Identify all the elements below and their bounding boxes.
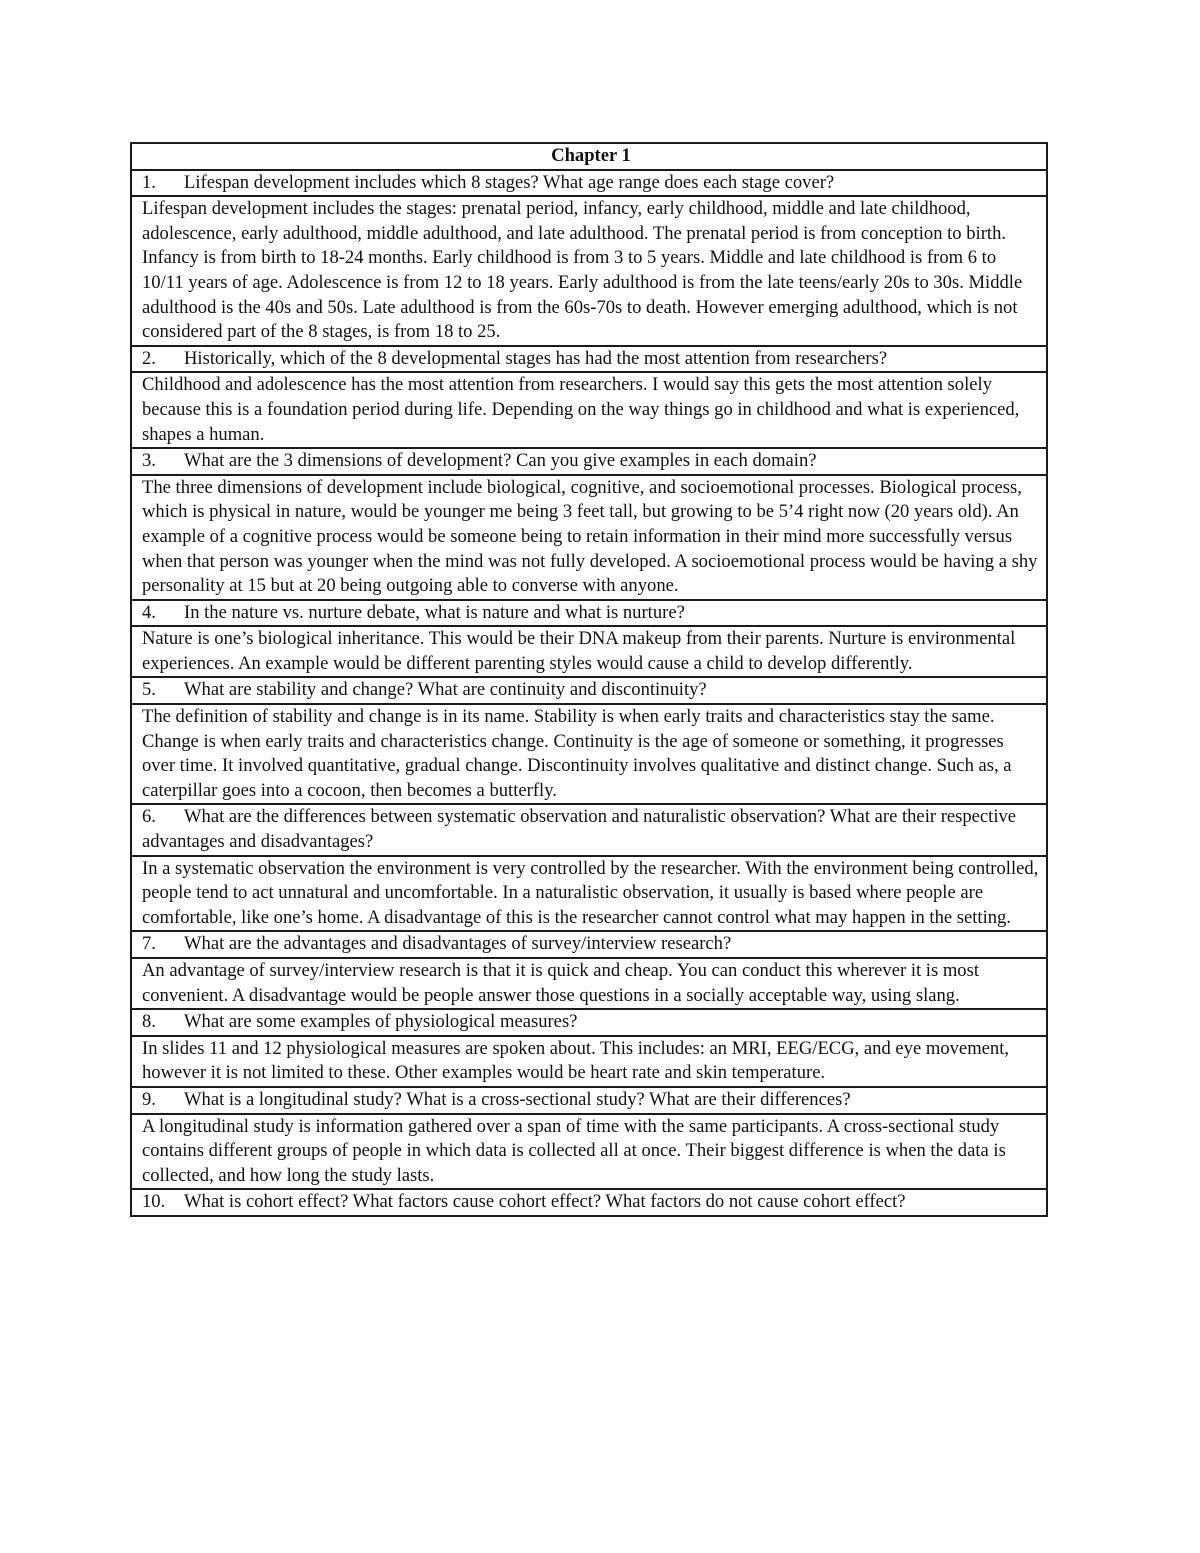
question-row [131, 1009, 1047, 1036]
question-answer-table [130, 142, 1048, 1217]
answer-text: Nature is one’s biological inheritance. This would be their DNA makeup from their parents. Nurture is environmental experiences. An example would be different parenting styles would cause a child to develop differently. [131, 626, 1047, 677]
question-number: 9. [142, 1088, 156, 1110]
question-text: What is a longitudinal study? What is a cross-sectional study? What are their differences? [184, 1088, 851, 1110]
question-text: What are the advantages and disadvantages of survey/interview research? [184, 933, 732, 955]
answer-row [131, 856, 1047, 932]
answer-row [131, 1036, 1047, 1087]
answer-text: An advantage of survey/interview research is that it is quick and cheap. You can conduct this wherever it is most convenient. A disadvantage would be people answer those questions in a socially acceptable way, using slang. [131, 958, 1047, 1009]
question-number: 4. [142, 601, 156, 623]
answer-row [131, 196, 1047, 346]
question-row [131, 931, 1047, 958]
question-number: 5. [142, 679, 156, 701]
question-number: 8. [142, 1011, 156, 1033]
question-row [131, 1189, 1047, 1216]
question-row [131, 170, 1047, 197]
question-text: Lifespan development includes which 8 stages? What age range does each stage cover? [184, 171, 835, 193]
question-text: What is cohort effect? What factors cause cohort effect? What factors do not cause cohort effect? [184, 1191, 906, 1213]
question-row [131, 600, 1047, 627]
question-row [131, 346, 1047, 373]
title-row [131, 143, 1047, 170]
question-text: What are the 3 dimensions of development? Can you give examples in each domain? [184, 450, 817, 472]
question-text: Historically, which of the 8 developmental stages has had the most attention from researchers? [184, 347, 888, 369]
question-row [131, 1087, 1047, 1114]
answer-text: Childhood and adolescence has the most attention from researchers. I would say this gets the most attention solely because this is a foundation period during life. Depending on the way things go in childhood and what is experienced, shapes a human. [131, 372, 1047, 448]
chapter-title: Chapter 1 [131, 143, 1047, 170]
question-number: 1. [142, 171, 156, 193]
answer-row [131, 475, 1047, 600]
question-row [131, 448, 1047, 475]
question-number: 7. [142, 933, 156, 955]
question-number: 10. [142, 1191, 166, 1213]
answer-text: In a systematic observation the environment is very controlled by the researcher. With the environment being controlled, people tend to act unnatural and uncomfortable. In a naturalistic observation, it usually is based where people are comfortable, like one’s home. A disadvantage of this is the researcher cannot control what may happen in the setting. [131, 856, 1047, 932]
question-number: 3. [142, 450, 156, 472]
question-number: 2. [142, 347, 156, 369]
question-row [131, 677, 1047, 704]
answer-text: In slides 11 and 12 physiological measures are spoken about. This includes: an MRI, EEG/ECG, and eye movement, however it is not limited to these. Other examples would be heart rate and skin temperature. [131, 1036, 1047, 1087]
answer-row [131, 704, 1047, 804]
answer-row [131, 958, 1047, 1009]
question-row [131, 804, 1047, 855]
question-text: What are some examples of physiological measures? [184, 1011, 578, 1033]
answer-text: The three dimensions of development include biological, cognitive, and socioemotional processes. Biological process, which is physical in nature, would be younger me being 3 feet tall, but growing to be 5’4 right now (20 years old). An example of a cognitive process would be someone being to retain information in their mind more successfully versus when that person was younger when the mind was not fully developed. A socioemotional process would be having a shy personality at 15 but at 20 being outgoing able to converse with anyone. [131, 475, 1047, 600]
question-text: In the nature vs. nurture debate, what is nature and what is nurture? [184, 601, 685, 623]
answer-text: Lifespan development includes the stages: prenatal period, infancy, early childhood, middle and late childhood, adolescence, early adulthood, middle adulthood, and late adulthood. The prenatal period is from conception to birth. Infancy is from birth to 18-24 months. Early childhood is from 3 to 5 years. Middle and late childhood is from 6 to 10/11 years of age. Adolescence is from 12 to 18 years. Early adulthood is from the late teens/early 20s to 30s. Middle adulthood is the 40s and 50s. Late adulthood is from the 60s-70s to death. However emerging adulthood, which is not considered part of the 8 stages, is from 18 to 25. [131, 196, 1047, 346]
answer-text: A longitudinal study is information gathered over a span of time with the same participants. A cross-sectional study contains different groups of people in which data is collected all at once. Their biggest difference is when the data is collected, and how long the study lasts. [131, 1114, 1047, 1190]
question-number: 6. [142, 806, 156, 828]
answer-text: The definition of stability and change is in its name. Stability is when early traits and characteristics stay the same. Change is when early traits and characteristics change. Continuity is the age of someone or something, it progresses over time. It involved quantitative, gradual change. Discontinuity involves qualitative and distinct change. Such as, a caterpillar goes into a cocoon, then becomes a butterfly. [131, 704, 1047, 804]
answer-row [131, 372, 1047, 448]
answer-row [131, 626, 1047, 677]
question-text: What are stability and change? What are continuity and discontinuity? [184, 679, 707, 701]
question-text: What are the differences between systematic observation and naturalistic observation? What are their respective advantages and disadvantages? [142, 806, 1017, 853]
answer-row [131, 1114, 1047, 1190]
